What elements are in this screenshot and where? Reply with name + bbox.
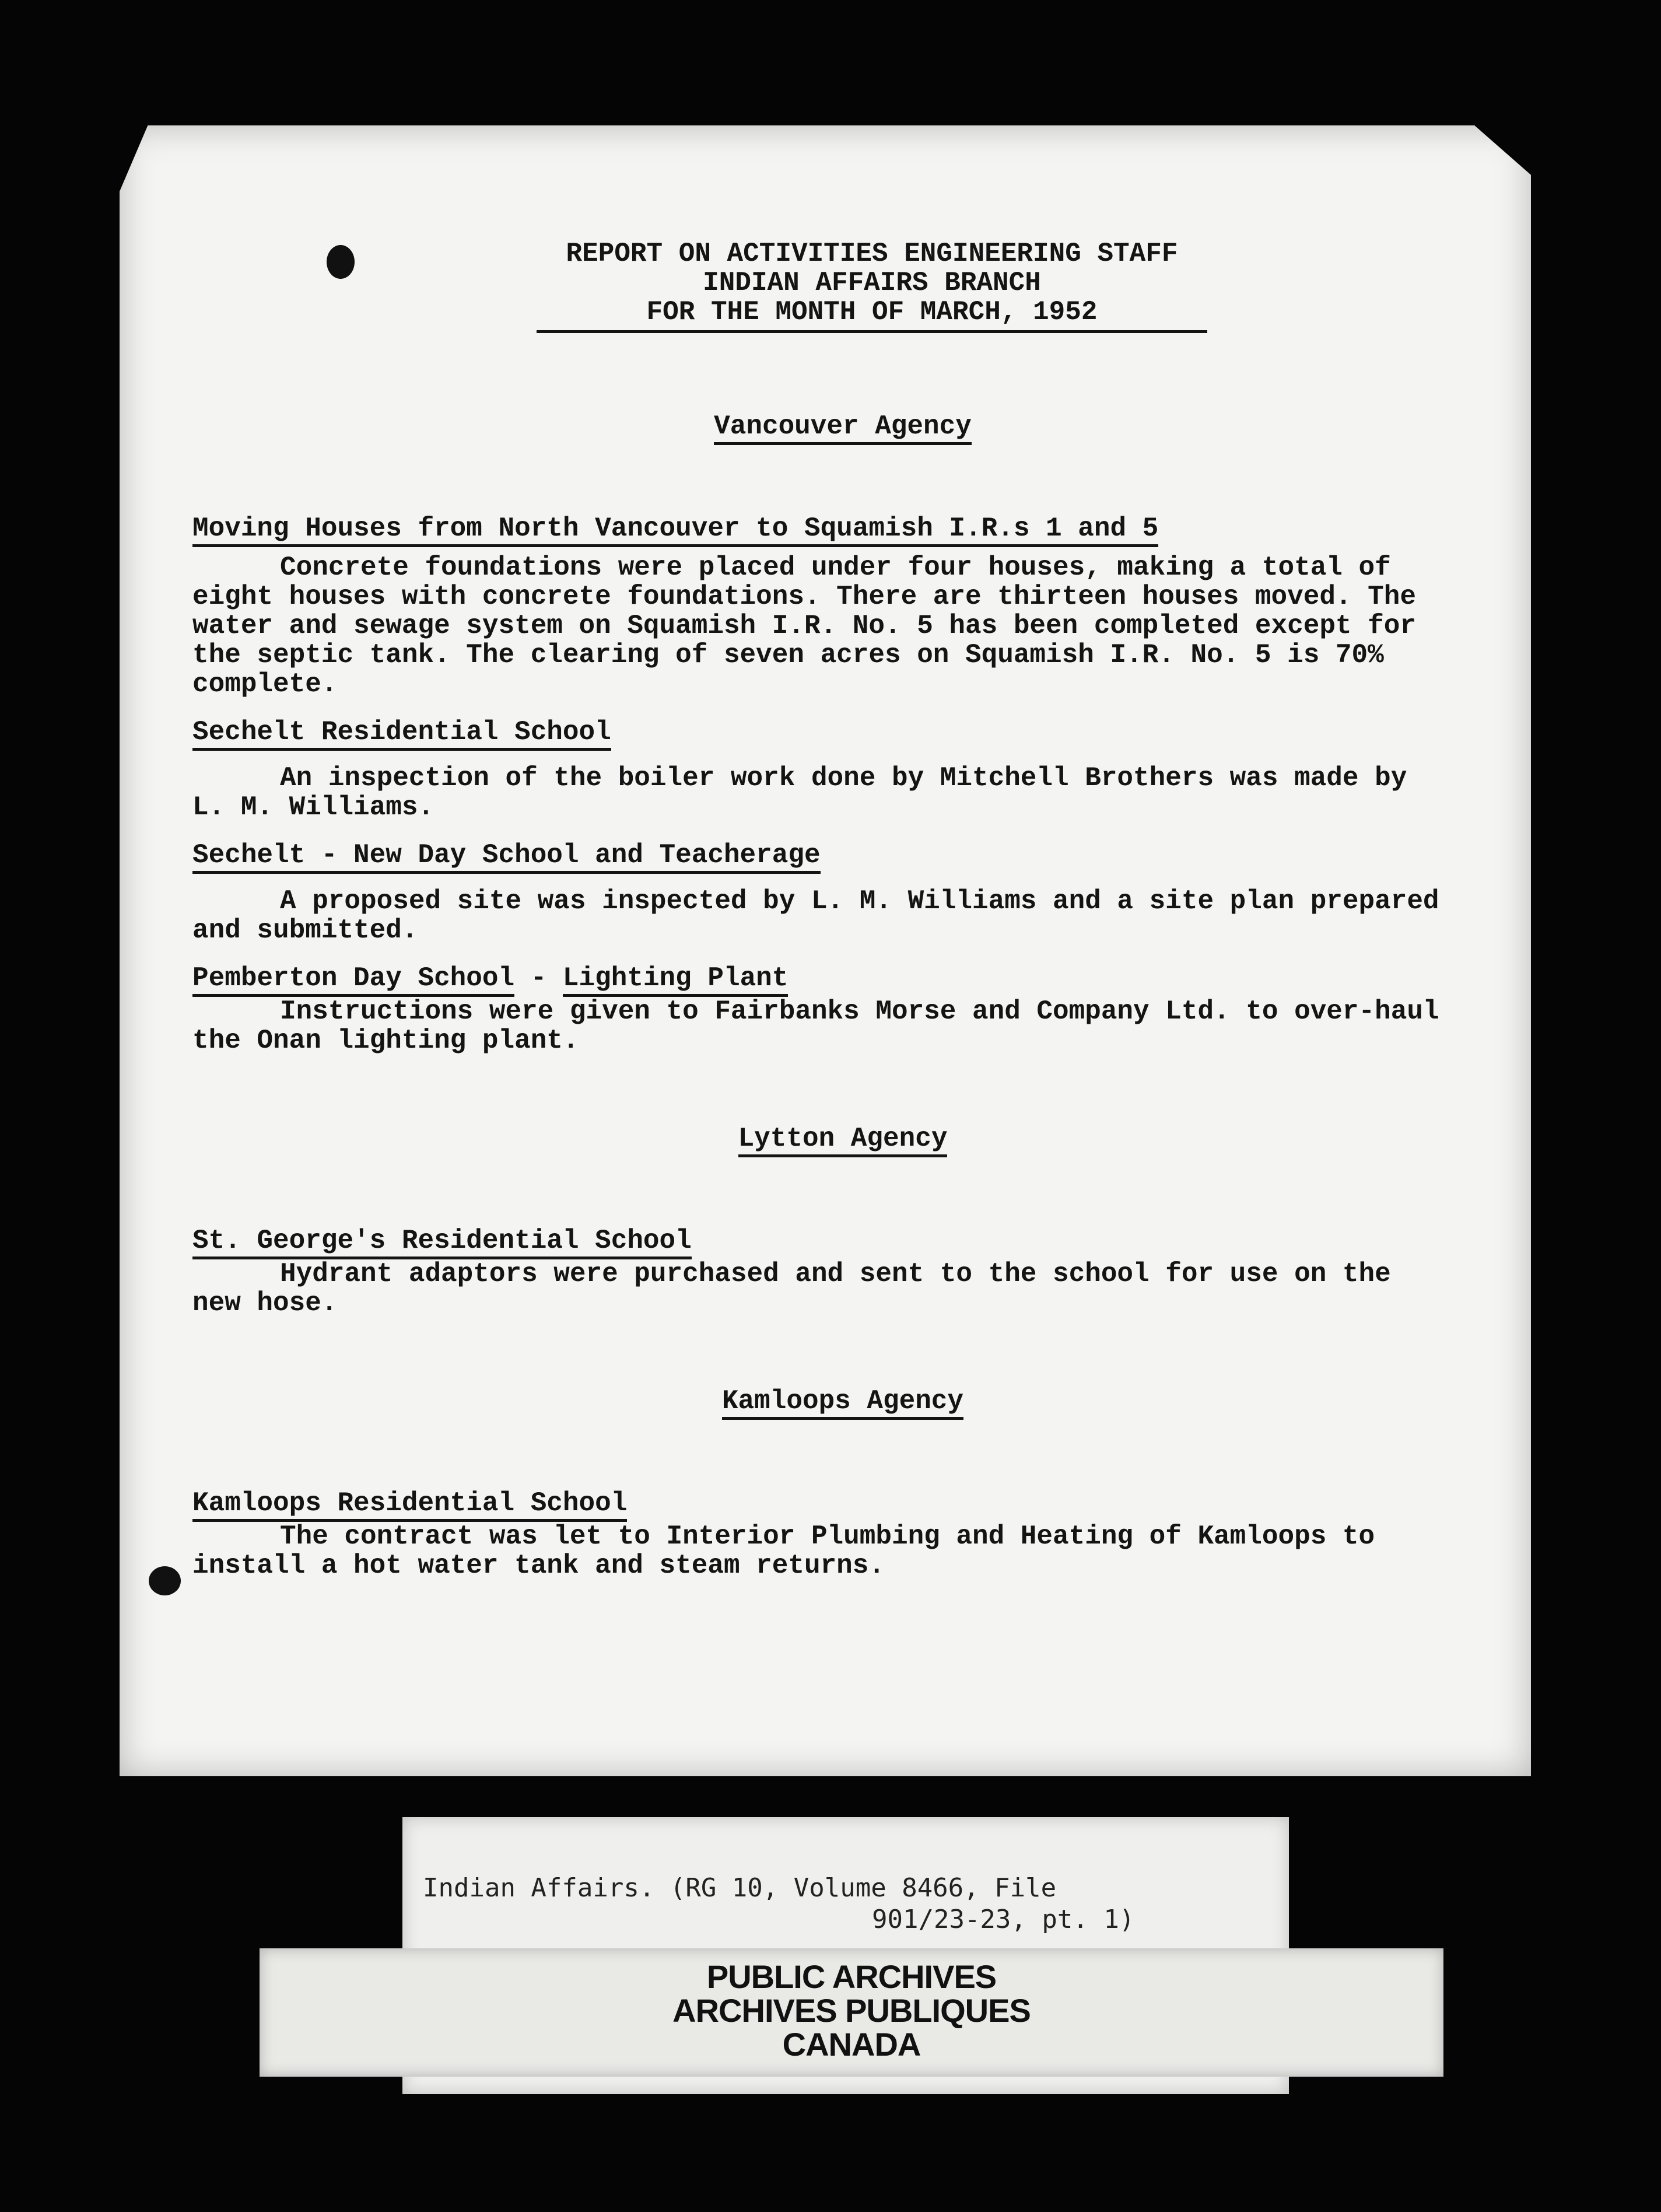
section-heading: St. George's Residential School — [192, 1226, 692, 1259]
agency-heading: Vancouver Agency — [714, 412, 972, 445]
agency-heading: Kamloops Agency — [722, 1387, 963, 1420]
heading-separator: - — [514, 963, 563, 993]
report-title-line2: INDIAN AFFAIRS BRANCH — [703, 268, 1041, 298]
section-heading: Sechelt - New Day School and Teacherage — [192, 841, 821, 874]
agency-heading: Lytton Agency — [738, 1124, 948, 1157]
archive-stamp — [260, 1960, 1443, 2062]
archive-stamp-tab — [260, 1948, 1443, 2077]
report-title-line3: FOR THE MONTH OF MARCH, 1952 — [646, 297, 1098, 327]
stamp-line2: ARCHIVES PUBLIQUES — [672, 1992, 1031, 2029]
citation-line1: Indian Affairs. (RG 10, Volume 8466, File — [423, 1873, 1057, 1903]
ink-blot — [149, 1566, 181, 1595]
section-heading: Lighting Plant — [563, 964, 788, 997]
section-body: The contract was let to Interior Plumbing and Heating of Kamloops to install a hot water tank and steam returns. — [192, 1521, 1375, 1581]
section-body: Concrete foundations were placed under four houses, making a total of eight houses with concrete foundations. There are thirteen houses moved. The water and sewage system on Squamish I.R. No. 5 has been completed except for the septic tank. The clearing of seven acres on Squamish I.R. No. 5 is 70% complete. — [192, 552, 1416, 699]
section-heading: Sechelt Residential School — [192, 718, 611, 751]
section-heading: Moving Houses from North Vancouver to Squamish I.R.s 1 and 5 — [192, 514, 1158, 547]
citation-line2: 901/23-23, pt. 1) — [872, 1905, 1135, 1934]
stamp-line1: PUBLIC ARCHIVES — [706, 1958, 997, 1995]
section-heading: Pemberton Day School — [192, 964, 514, 997]
section-heading: Kamloops Residential School — [192, 1489, 627, 1522]
section-body: Hydrant adaptors were purchased and sent to the school for use on the new hose. — [192, 1259, 1391, 1318]
citation-text — [423, 1873, 1134, 1936]
report-title — [537, 239, 1207, 333]
section-body: Instructions were given to Fairbanks Morse and Company Ltd. to over-haul the Onan lighting plant. — [192, 996, 1439, 1056]
report-body — [192, 239, 1493, 1580]
section-heading-compound — [192, 964, 1493, 997]
section-body: An inspection of the boiler work done by Mitchell Brothers was made by L. M. Williams. — [192, 763, 1407, 822]
report-title-line1: REPORT ON ACTIVITIES ENGINEERING STAFF — [566, 239, 1178, 269]
stamp-line3: CANADA — [782, 2026, 921, 2063]
section-body: A proposed site was inspected by L. M. Williams and a site plan prepared and submitted. — [192, 886, 1439, 946]
